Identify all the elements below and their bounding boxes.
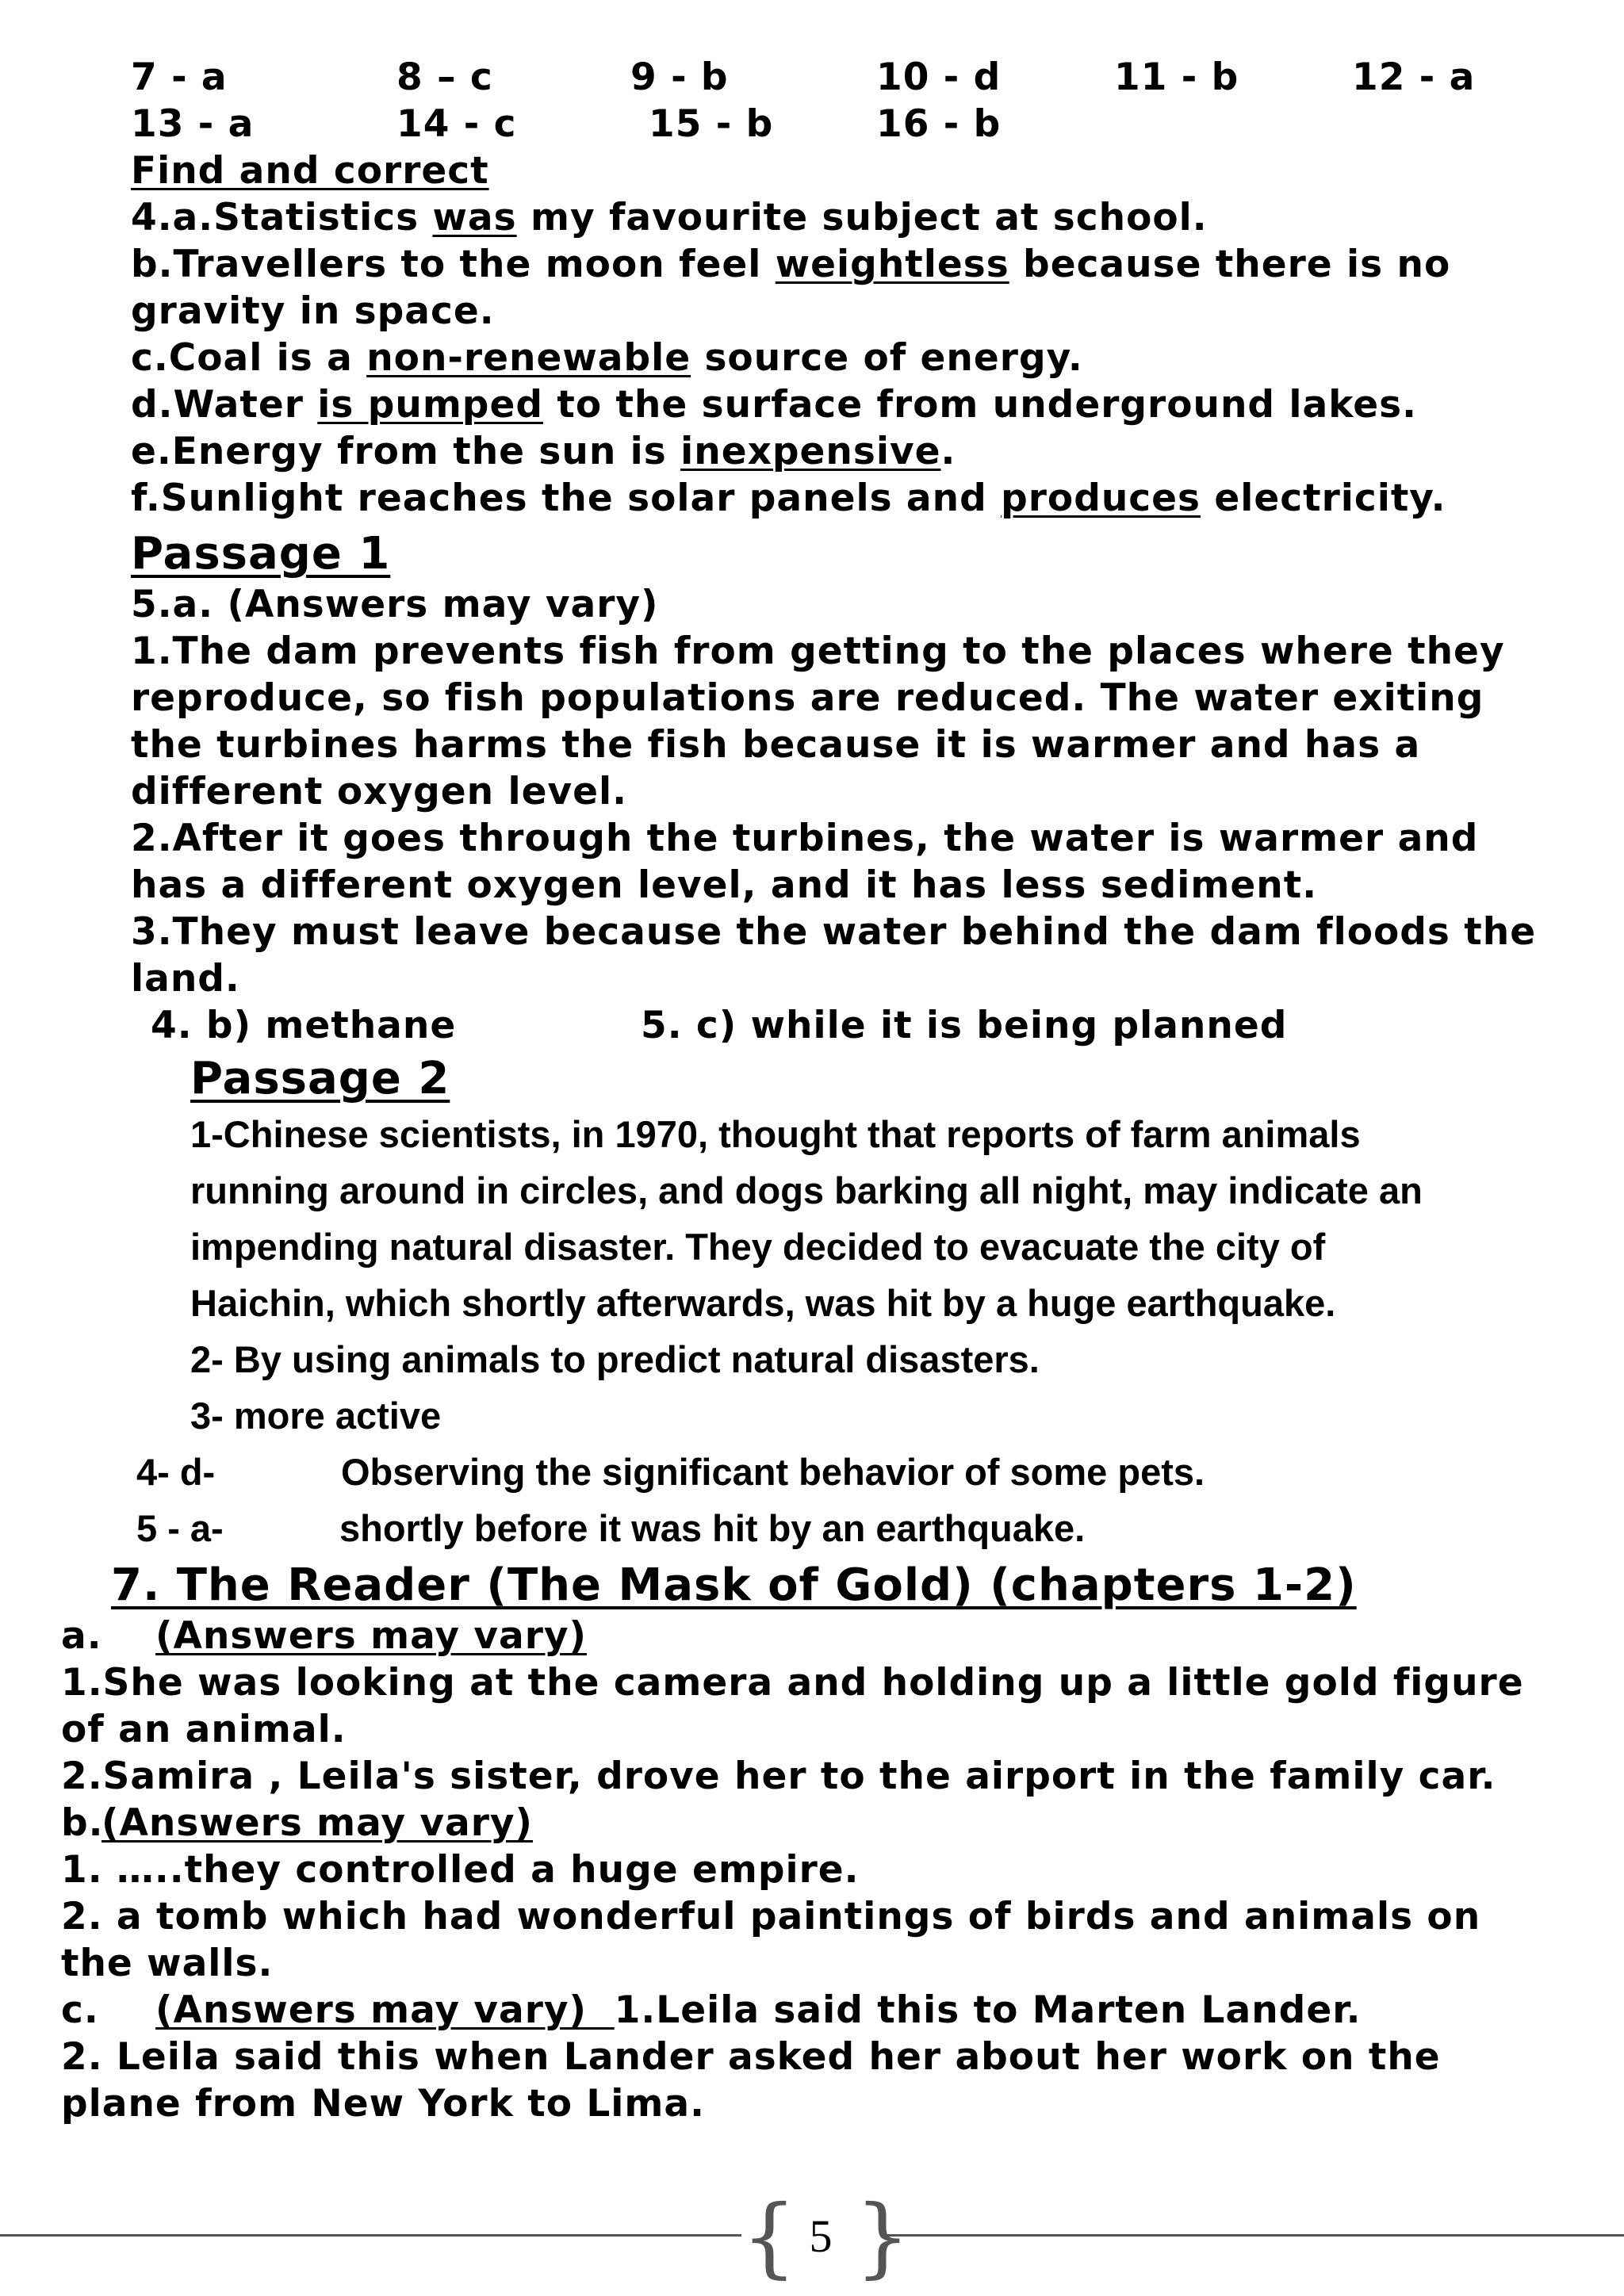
reader-heading: 7. The Reader (The Mask of Gold) (chapters 1-2) [111,1559,1357,1611]
passage1-line: reproduce, so fish populations are reduced. The water exiting [131,676,1484,720]
passage2-line: 2- By using animals to predict natural disasters. [190,1338,1040,1380]
passage2-q4-text: Observing the significant behavior of some pets. [341,1451,1205,1493]
correction-text: d.Water [131,383,318,427]
passage2-heading: Passage 2 [190,1053,450,1104]
reader-c-label: c. [61,1988,99,2032]
answer-15: 15 - b [649,102,774,146]
reader-a-line: 1.She was looking at the camera and holding up a little gold figure [61,1661,1524,1705]
corrected-word: inexpensive [680,430,941,473]
reader-a-line: of an animal. [61,1708,347,1751]
passage1-line: different oxygen level. [131,770,627,813]
correction-text: . [940,430,956,473]
correction-a [131,194,1208,241]
passage1-q5: 5. c) while it is being planned [641,1004,1288,1047]
corrected-word: produces [1001,476,1201,520]
correction-b-continued: gravity in space. [131,289,495,333]
reader-b-note: (Answers may vary) [102,1801,533,1845]
correction-d [131,381,1417,428]
correction-b [131,241,1450,288]
passage2-line: Haichin, which shortly afterwards, was hit by a huge earthquake. [190,1282,1336,1324]
correction-text: 4.a.Statistics [131,196,433,239]
reader-b-label: b. [61,1801,104,1845]
answer-10: 10 - d [876,55,1002,99]
answer-12: 12 - a [1352,55,1476,99]
passage1-intro: 5.a. (Answers may vary) [131,583,659,626]
correction-text: electricity. [1201,476,1446,520]
correction-c [131,335,1083,381]
reader-a-label: a. [61,1614,102,1658]
correction-text: e.Energy from the sun is [131,430,681,473]
left-brace-icon: { [741,2186,797,2287]
footer-rule-right [880,2234,1624,2237]
passage2-q5-label: 5 - a- [136,1507,224,1549]
correction-text: to the surface from underground lakes. [542,383,1417,427]
reader-b-line: 1. …..they controlled a huge empire. [61,1848,860,1892]
correction-text: because there is no [1009,243,1451,286]
correction-e [131,428,956,475]
passage2-line: 3- more active [190,1395,442,1437]
reader-c-line [155,1987,1362,2034]
passage2-q4-label: 4- d- [136,1451,216,1493]
correction-text: c.Coal is a [131,336,367,380]
passage1-line: has a different oxygen level, and it has less sediment. [131,863,1318,907]
reader-c-line: 2. Leila said this when Lander asked her about her work on the [61,2035,1441,2079]
reader-c-rest: 1.Leila said this to Marten Lander. [614,1988,1362,2032]
correction-text: b.Travellers to the moon feel [131,243,776,286]
passage1-q4: 4. b) methane [151,1004,457,1047]
corrected-word: was [432,196,517,239]
reader-b-line: 2. a tomb which had wonderful paintings of birds and animals on [61,1895,1481,1938]
passage1-line: land. [131,957,240,1001]
reader-a-line: 2.Samira , Leila's sister, drove her to the airport in the family car. [61,1755,1496,1798]
reader-a-note: (Answers may vary) [155,1614,587,1658]
reader-c-line: plane from New York to Lima. [61,2082,705,2126]
page-number: 5 [809,2210,833,2262]
find-correct-heading: Find and correct [131,149,489,193]
correction-text: f.Sunlight reaches the solar panels and [131,476,1002,520]
footer-rule-left [0,2234,741,2237]
answer-14: 14 - c [396,102,517,146]
correction-f [131,475,1446,522]
reader-c-note: (Answers may vary) [155,1988,615,2032]
passage1-heading: Passage 1 [131,528,391,580]
answer-8: 8 – c [396,55,493,99]
passage1-line: 2.After it goes through the turbines, the water is warmer and [131,817,1479,860]
passage1-line: the turbines harms the fish because it is warmer and has a [131,723,1421,767]
correction-text: my favourite subject at school. [516,196,1208,239]
answer-16: 16 - b [876,102,1002,146]
passage1-line: 1.The dam prevents fish from getting to the places where they [131,629,1505,673]
corrected-word: non-renewable [366,336,691,380]
answer-7: 7 - a [131,55,228,99]
passage2-q5-text: shortly before it was hit by an earthquake. [339,1507,1086,1549]
right-brace-icon: } [855,2186,910,2287]
corrected-word: weightless [775,243,1009,286]
answer-11: 11 - b [1114,55,1239,99]
passage2-line: 1-Chinese scientists, in 1970, thought that reports of farm animals [190,1113,1361,1155]
passage1-line: 3.They must leave because the water behind the dam floods the [131,910,1537,954]
corrected-word: is pumped [317,383,543,427]
passage2-line: running around in circles, and dogs barking all night, may indicate an [190,1169,1423,1211]
passage2-line: impending natural disaster. They decided to evacuate the city of [190,1226,1326,1268]
reader-b-line: the walls. [61,1942,274,1985]
answer-13: 13 - a [131,102,255,146]
correction-text: source of energy. [691,336,1083,380]
answer-9: 9 - b [630,55,729,99]
